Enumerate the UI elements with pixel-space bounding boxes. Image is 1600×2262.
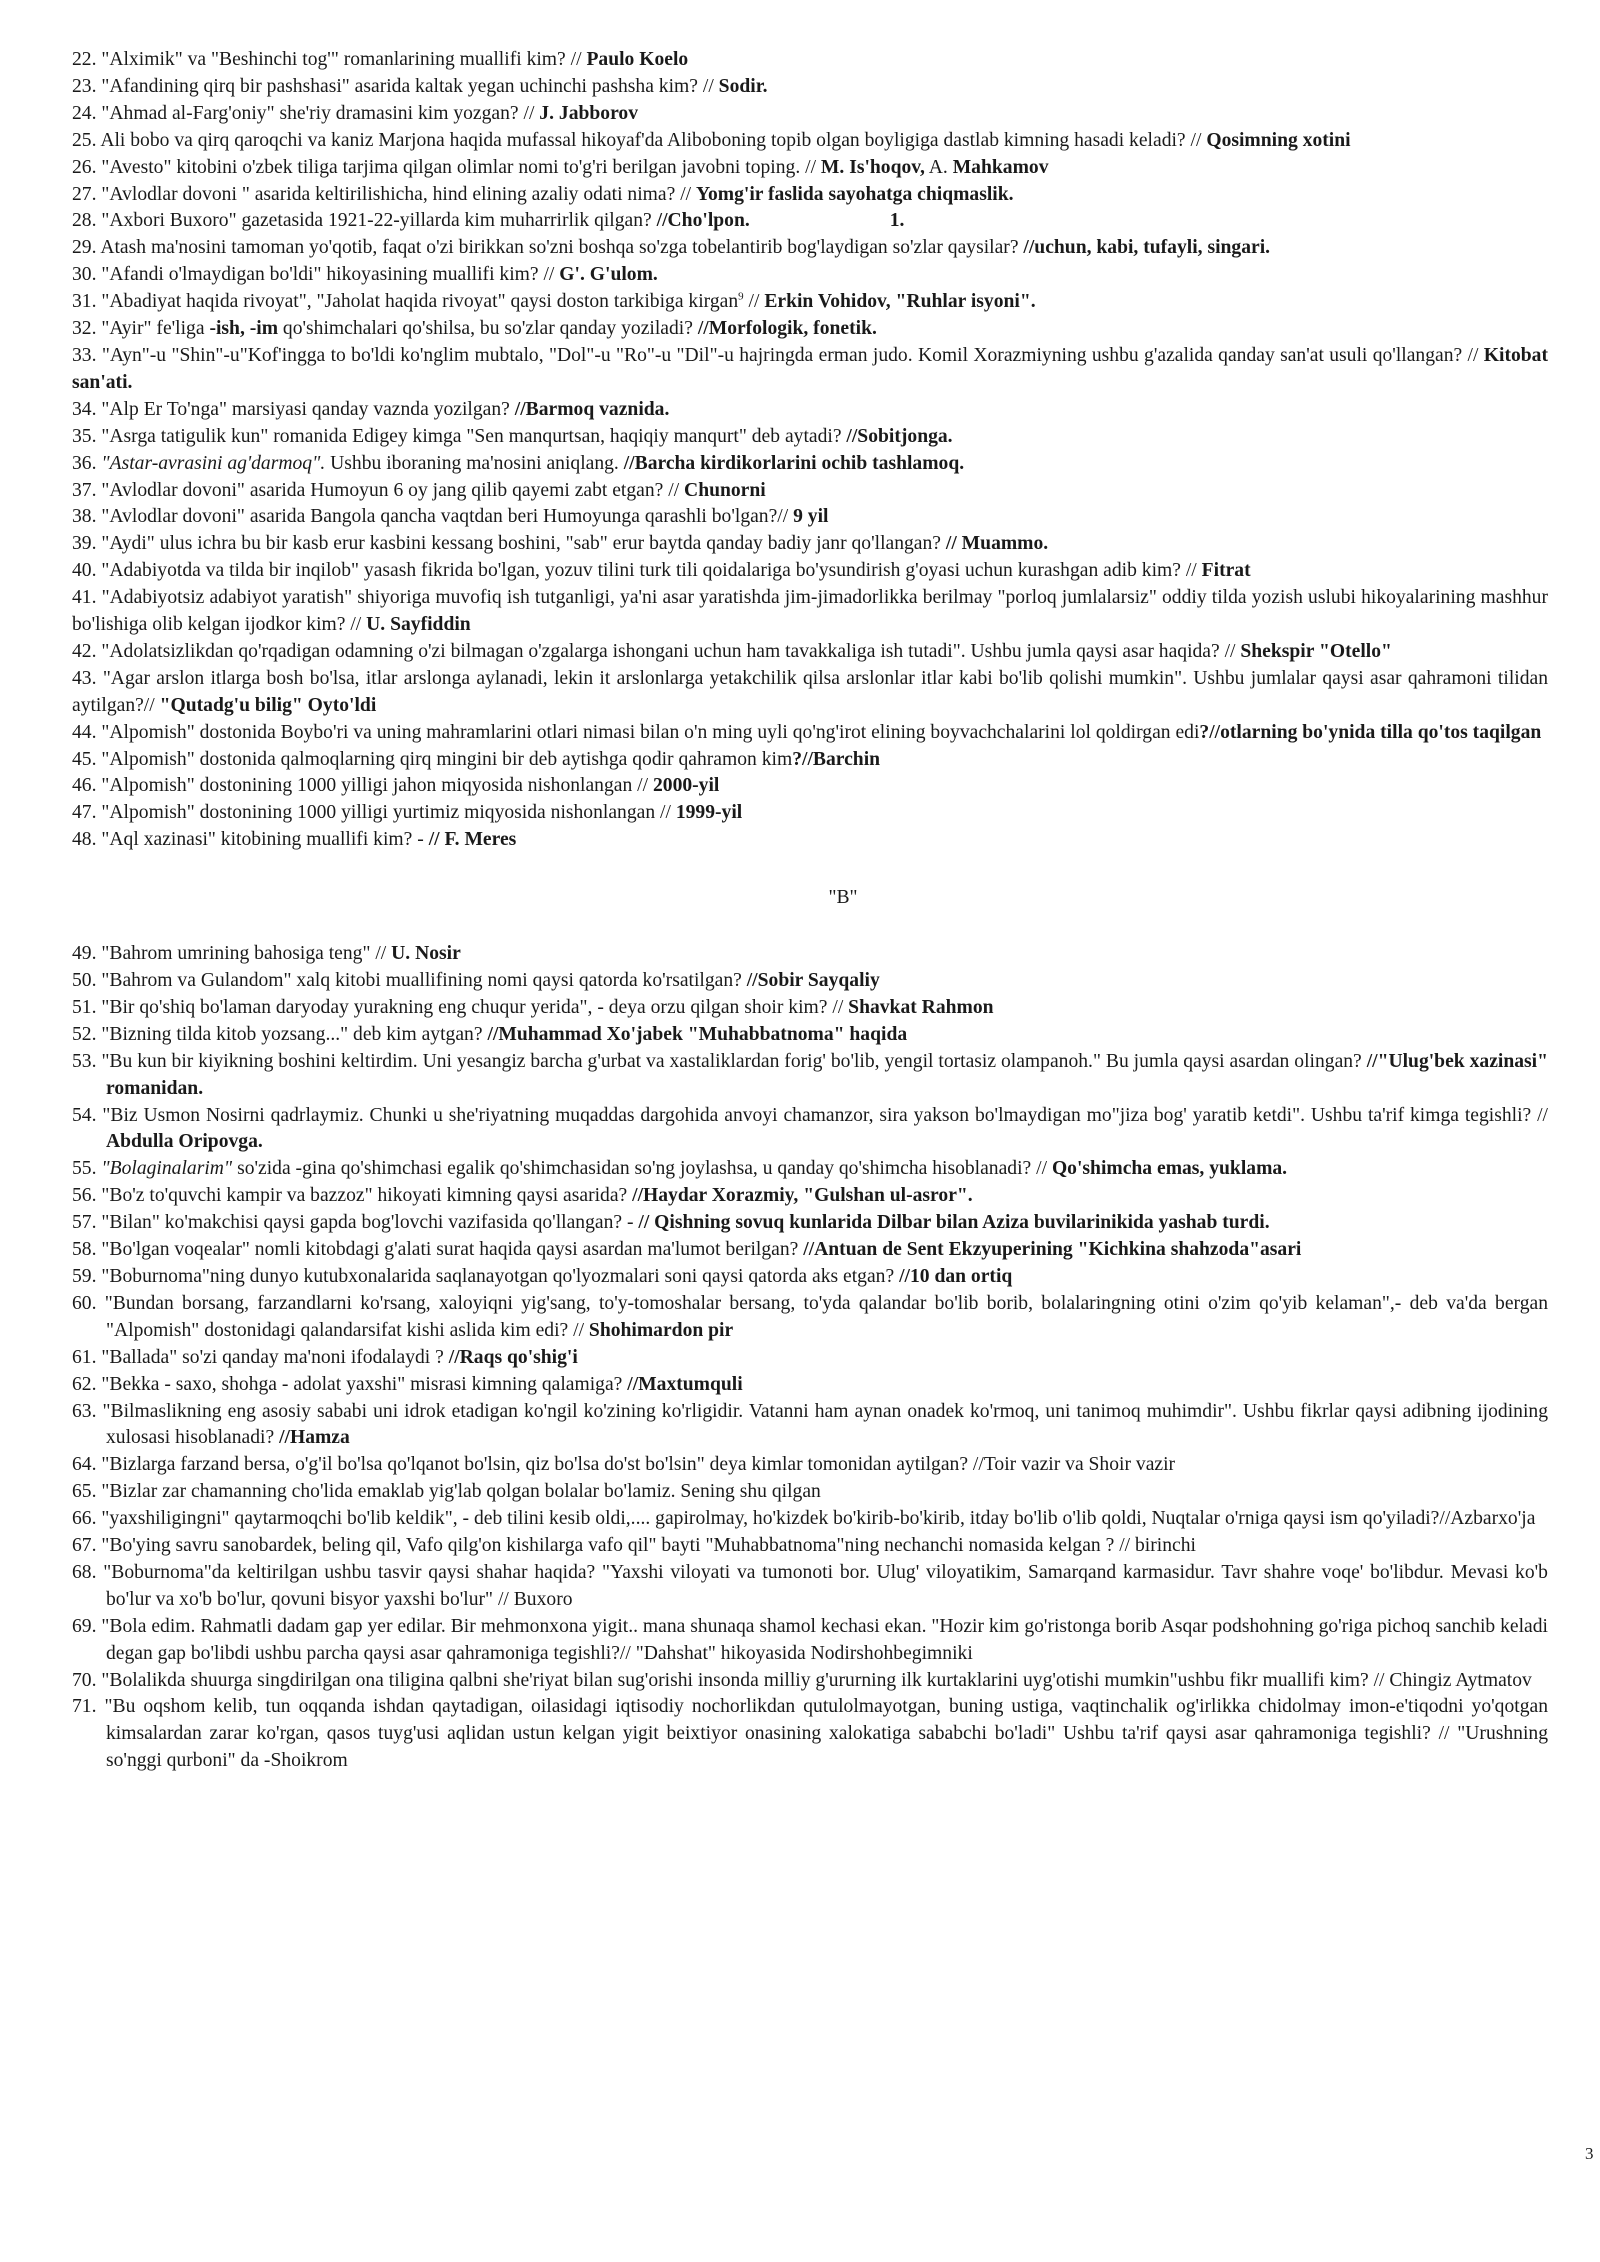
answer-text: //Morfologik, fonetik. (697, 318, 877, 340)
question-text: "Bilan" ko'makchisi qaysi gapda bog'lovchi vazifasida qo'llangan? - (101, 1212, 639, 1234)
question-text: "Bahrom va Gulandom" xalq kitobi muallifining nomi qaysi qatorda ko'rsatilgan? (101, 970, 747, 991)
question-text: "Boburnoma"ning dunyo kutubxonalarida saqlanayotgan qo'lyozmalari soni qaysi qatorda aks etgan? (101, 1265, 900, 1287)
question-text-cont: // (743, 291, 765, 313)
question-item (72, 558, 1548, 585)
answer-text: Paulo Koelo (586, 49, 689, 70)
answer-text: J. Jabborov (539, 102, 639, 124)
answer-inline: -ish, -im (209, 318, 279, 340)
question-text: so'zida -gina qo'shimchasi egalik qo'shimchasidan so'ng joylashsa, u qanday qo'shimcha hisoblanadi? // (232, 1158, 1052, 1180)
answer-text: // Qishning sovuq kunlarida Dilbar bilan Aziza buvilarinikida yashab turdi. (638, 1212, 1270, 1234)
question-number: 34. (72, 398, 97, 420)
question-number: 59. (72, 1265, 97, 1287)
answer-text: M. Is'hoqov, (820, 156, 925, 178)
question-item (72, 128, 1548, 155)
question-text: "Bola edim. Rahmatli dadam gap yer edilar. Bir mehmonxona yigit.. mana shunaqa shamol kechasi ekan. "Hozir kim go'ristonga borib Asqar podshohning go'riga pichoq sanchib keladi degan gap bo'libdi ushbu parcha qaysi asar qahramoniga tegishli?// "Dahshat" hikoyasida Nodirshohbegimniki (101, 1615, 1548, 1664)
question-item (72, 1506, 1548, 1533)
answer-text: //uchun, kabi, tufayli, singari. (1023, 237, 1271, 259)
question-text: "Bilmaslikning eng asosiy sababi uni idrok etadigan ko'ngil ko'zining ko'rligidir. Vatanni ham aynan onadek ko'rmoq, uni tanimoq muhimdir". Ushbu fikrlar qaysi adibning ijodining xulosasi hisoblanadi? (102, 1400, 1548, 1449)
question-number: 37. (72, 479, 97, 501)
question-number: 68. (72, 1561, 97, 1583)
question-text: "Bo'lgan voqealar" nomli kitobdagi g'alati surat haqida qaysi asardan ma'lumot berilgan? (101, 1239, 804, 1261)
question-item (72, 1049, 1548, 1103)
document-page (72, 47, 1548, 1775)
question-item (72, 531, 1548, 558)
footnote-marker: 9 (738, 290, 744, 303)
question-number: 25. (72, 129, 97, 151)
answer-text: // F. Meres (428, 829, 517, 851)
question-number: 50. (72, 970, 97, 991)
question-number: 30. (72, 264, 97, 286)
question-item (72, 1452, 1548, 1479)
question-item (72, 1372, 1548, 1399)
question-number: 70. (72, 1669, 97, 1691)
question-text: "Abadiyat haqida rivoyat", "Jaholat haqida rivoyat" qaysi doston tarkibiga kirgan (101, 291, 739, 313)
answer-text: Shekspir "Otello" (1240, 640, 1392, 662)
answer-text: G'. G'ulom. (559, 264, 658, 286)
question-number: 31. (72, 291, 97, 313)
question-italic-text: "Astar-avrasini ag'darmoq". (101, 452, 326, 474)
question-text: "Afandi o'lmaydigan bo'ldi" hikoyasining muallifi kim? // (101, 264, 560, 286)
question-text: "Bo'z to'quvchi kampir va bazzoz" hikoyati kimning qaysi asarida? (101, 1185, 633, 1207)
question-text: "Bir qo'shiq bo'laman daryoday yurakning eng chuqur yerida", - deya orzu qilgan shoir kim? // (101, 996, 849, 1018)
question-text: "Avlodlar dovoni" asarida Humoyun 6 oy jang qilib qayemi zabt etgan? // (101, 479, 685, 501)
question-text: "Afandining qirq bir pashshasi" asarida kaltak yegan uchinchi pashsha kim? // (101, 75, 719, 97)
question-item (72, 1614, 1548, 1668)
question-item (72, 155, 1548, 182)
question-item (72, 478, 1548, 505)
question-number: 69. (72, 1615, 97, 1637)
answer-text: Shavkat Rahmon (848, 996, 994, 1018)
question-item (72, 1694, 1548, 1775)
question-item (72, 1479, 1548, 1506)
answer-text: Chunorni (684, 479, 766, 501)
question-text: "Alpomish" dostonida Boybo'ri va uning mahramlarini otlari nimasi bilan o'n ming uyli qo'ng'irot elining boyvachchalarini lol qoldirgan edi (101, 721, 1200, 743)
question-number: 48. (72, 829, 97, 851)
question-number: 39. (72, 533, 97, 555)
question-text: "Bahrom umrining bahosiga teng" // (101, 943, 392, 965)
question-item (72, 1291, 1548, 1345)
question-text: "Alp Er To'nga" marsiyasi qanday vaznda yozilgan? (101, 398, 515, 420)
question-number: 32. (72, 318, 97, 340)
question-text: Ushbu iboraning ma'nosini aniqlang. (325, 452, 624, 474)
question-number: 49. (72, 943, 97, 965)
question-item (72, 1022, 1548, 1049)
question-item (72, 941, 1548, 968)
question-item (72, 1156, 1548, 1183)
answer-text: //Raqs qo'shig'i (448, 1346, 578, 1368)
question-item (72, 773, 1548, 800)
question-number: 63. (72, 1400, 97, 1422)
question-number: 26. (72, 156, 97, 178)
question-number: 33. (72, 344, 97, 366)
answer-text: //Barmoq vaznida. (514, 398, 670, 420)
answer-text: //Haydar Xorazmiy, "Gulshan ul-asror". (632, 1185, 973, 1207)
answer-text: //Sobir Sayqaliy (746, 970, 880, 991)
answer-text: "Qutadg'u bilig" Oyto'ldi (159, 694, 377, 716)
question-item (72, 666, 1548, 720)
question-item (72, 1183, 1548, 1210)
question-text: "Bolalikda shuurga singdirilgan ona tiligina qalbni she'riyat bilan sug'orishi insonda milliy g'ururning ilk kurtaklarini uyg'otishi mumkin"ushbu fikr muallifi kim? // Chingiz Aytmatov (101, 1669, 1532, 1691)
question-number: 64. (72, 1454, 97, 1476)
question-italic-text: "Bolaginalarim" (101, 1158, 233, 1180)
question-text: "Bo'ying savru sanobardek, beling qil, Vafo qilg'on kishilarga vafo qil" bayti "Muhabbatnoma"ning nechanchi nomasida kelgan ? // birinchi (101, 1535, 1196, 1557)
question-number: 55. (72, 1158, 97, 1180)
answer-text: Qo'shimcha emas, yuklama. (1051, 1158, 1288, 1180)
question-number: 52. (72, 1023, 97, 1045)
question-number: 41. (72, 587, 97, 609)
question-item (72, 424, 1548, 451)
question-number: 46. (72, 775, 97, 797)
question-number: 62. (72, 1373, 97, 1395)
question-text: "Avlodlar dovoni " asarida keltirilishicha, hind elining azaliy odati nima? // (101, 183, 696, 205)
answer-text: Qosimning xotini (1206, 129, 1351, 151)
question-text: "Avlodlar dovoni" asarida Bangola qancha vaqtdan beri Humoyunga qarashli bo'lgan?// (101, 506, 794, 528)
question-number: 27. (72, 183, 97, 205)
question-item (72, 397, 1548, 424)
question-text: "Aql xazinasi" kitobining muallifi kim? - (101, 829, 429, 851)
question-text: "Bekka - saxo, shohga - adolat yaxshi" misrasi kimning qalamiga? (101, 1373, 628, 1395)
question-item (72, 747, 1548, 774)
question-item (72, 208, 1548, 235)
question-number: 47. (72, 802, 97, 824)
answer-text: Abdulla Oripovga. (106, 1131, 263, 1153)
question-item (72, 1533, 1548, 1560)
question-text: "Agar arslon itlarga bosh bo'lsa, itlar arslonga aylanadi, lekin it arslonlarga yetakchilik qilsa arslonlar itlar kabi bo'lib qolishi mumkin". Ushbu jumlalar qaysi asar qahramoni tilidan aytilgan?// (72, 667, 1548, 716)
question-text: "Bundan borsang, farzandlarni ko'rsang, xaloyiqni yig'sang, to'y-tomoshalar bersang, to'yda qalandar bo'lib borib, bolalaringning otini o'zim qo'yib kelaman",- deb va'da bergan "Alpomish" dostonidagi qalandarsifat kishi aslida kim edi? // (104, 1292, 1548, 1341)
question-item (72, 289, 1548, 316)
answer-text-2: Mahkamov (952, 156, 1049, 178)
question-number: 24. (72, 102, 97, 124)
question-item (72, 74, 1548, 101)
question-list-b (72, 941, 1548, 1775)
question-text: Atash ma'nosini tamoman yo'qotib, faqat o'zi birikkan so'zni boshqa so'zga tobelantirib bog'laydigan so'zlar qaysilar? (100, 237, 1024, 259)
question-text: "Aydi" ulus ichra bu bir kasb erur kasbini kessang boshini, "sab" erur baytda qanday badiy janr qo'llangan? (101, 533, 946, 555)
answer-text: //Hamza (279, 1427, 350, 1449)
question-number: 29. (72, 237, 97, 259)
question-text: "Avesto" kitobini o'zbek tiliga tarjima qilgan olimlar nomi to'g'ri berilgan javobni toping. // (101, 156, 821, 178)
question-text: "Asrga tatigulik kun" romanida Edigey kimga "Sen manqurtsan, haqiqiy manqurt" deb aytadi? (101, 425, 847, 447)
question-item (72, 968, 1548, 995)
question-text-cont: qo'shimchalari qo'shilsa, bu so'zlar qanday yoziladi? (278, 318, 698, 340)
question-number: 36. (72, 452, 97, 474)
question-item (72, 1237, 1548, 1264)
question-number: 28. (72, 210, 97, 232)
question-text: "Boburnoma"da keltirilgan ushbu tasvir qaysi shahar haqida? "Yaxshi viloyati va tumonoti bor. Ulug' viloyatikim, Samarqand karmasidur. Tavr shahre voqe' bo'libdur. Mevasi ko'b bo'lur va xo'b bo'lur, qovuni bisyor yaxshi bo'lur" // Buxoro (103, 1561, 1548, 1610)
question-item (72, 800, 1548, 827)
answer-text: //10 dan ortiq (899, 1265, 1013, 1287)
question-item (72, 1210, 1548, 1237)
answer-text: ?//Barchin (792, 748, 881, 770)
question-text: "Alpomish" dostonida qalmoqlarning qirq mingini bir deb aytishga qodir qahramon kim (101, 748, 793, 770)
answer-tail: A. (924, 156, 953, 178)
answer-text: ?//otlarning bo'ynida tilla qo'tos taqilgan (1199, 721, 1542, 743)
question-text: "Bu oqshom kelib, tun oqqanda ishdan qaytadigan, oilasidagi iqtisodiy nochorlikdan qutulolmayotgan, buning ustiga, vaqtinchalik og'irlikka chidolmay imon-e'tiqodni yo'qotgan kimsalardan zarar ko'rgan, qasos tuyg'usi aqlidan ustun kelgan yigit beixtiyor onasining xalokatiga sababchi bo'ladi" Ushbu ta'rif qaysi asar qahramoniga tegishli? // "Urushning so'nggi qurboni" da -Shoikrom (104, 1696, 1548, 1772)
answer-text: // Muammo. (945, 533, 1049, 555)
answer-text: Kitobat san'ati. (72, 344, 1548, 393)
answer-text: //Antuan de Sent Ekzyuperining "Kichkina shahzoda"asari (803, 1239, 1302, 1261)
question-list-a (72, 47, 1548, 854)
question-item (72, 262, 1548, 289)
answer-text: //"Ulug'bek xazinasi" romanidan. (106, 1050, 1548, 1099)
question-text: "Adabiyotda va tilda bir inqilob" yasash fikrida bo'lgan, yozuv tilini turk tili qoidalariga bo'ysundirish g'oyasi uchun kurashgan adib kim? // (101, 560, 1202, 582)
question-text: "yaxshiligingni" qaytarmoqchi bo'lib keldik", - deb tilini kesib oldi,.... gapirolmay, ho'kizdek bo'kirib-bo'kirib, itday bo'lib o'lib qoldi, Nuqtalar o'rniga qaysi ism qo'yiladi?//Azbarxo'ja (101, 1508, 1536, 1530)
question-text: "Axbori Buxoro" gazetasida 1921-22-yillarda kim muharrirlik qilgan? (101, 210, 657, 232)
answer-text: U. Nosir (391, 943, 461, 965)
question-number: 54. (72, 1104, 97, 1126)
question-number: 40. (72, 560, 97, 582)
question-text: "Bizlar zar chamanning cho'lida emaklab yig'lab qolgan bolalar bo'lamiz. Sening shu qilgan (101, 1481, 821, 1503)
question-number: 65. (72, 1481, 97, 1503)
question-item (72, 1345, 1548, 1372)
question-item (72, 343, 1548, 397)
section-heading: "B" (828, 887, 858, 909)
question-item (72, 585, 1548, 639)
question-number: 56. (72, 1185, 97, 1207)
question-number: 71. (72, 1696, 97, 1718)
answer-text: Sodir. (718, 75, 768, 97)
question-number: 61. (72, 1346, 97, 1368)
question-item (72, 1264, 1548, 1291)
answer-text: 9 yil (793, 506, 829, 528)
question-number: 60. (72, 1292, 97, 1314)
question-number: 53. (72, 1050, 97, 1072)
question-number: 43. (72, 667, 97, 689)
question-text: "Ahmad al-Farg'oniy" she'riy dramasini kim yozgan? // (101, 102, 540, 124)
question-item (72, 504, 1548, 531)
question-item (72, 451, 1548, 478)
question-text: "Alximik" va "Beshinchi tog'" romanlarining muallifi kim? // (101, 49, 587, 70)
page-number: 3 (1585, 2144, 1594, 2163)
question-item (72, 639, 1548, 666)
question-text: Ali bobo va qirq qaroqchi va kaniz Marjona haqida mufassal hikoyaf'da Aliboboning topib olgan boyligiga dastlab kimning hasadi keladi? // (100, 129, 1207, 151)
inline-marker: 1. (889, 210, 905, 232)
question-item (72, 1399, 1548, 1453)
question-number: 35. (72, 425, 97, 447)
question-item (72, 235, 1548, 262)
answer-text: //Sobitjonga. (846, 425, 953, 447)
question-text: "Bu kun bir kiyikning boshini keltirdim. Uni yesangiz barcha g'urbat va xastaliklardan forig' bo'lib, yengil tortasiz olampanoh." Bu jumla qaysi asardan olingan? (101, 1050, 1367, 1072)
question-text: "Adolatsizlikdan qo'rqadigan odamning o'zi bilmagan o'zgalarga ishongani uchun ham tavakkaliga ish tutadi". Ushbu jumla qaysi asar haqida? // (101, 640, 1241, 662)
answer-text: 2000-yil (652, 775, 720, 797)
question-number: 67. (72, 1535, 97, 1557)
answer-text: U. Sayfiddin (366, 614, 471, 636)
question-number: 66. (72, 1508, 97, 1530)
question-item (72, 1103, 1548, 1157)
answer-text: Erkin Vohidov, "Ruhlar isyoni". (764, 291, 1036, 313)
question-text: "Ayir" fe'liga (101, 318, 210, 340)
question-number: 58. (72, 1239, 97, 1261)
question-text: "Bizlarga farzand bersa, o'g'il bo'lsa qo'lqanot bo'lsin, qiz bo'lsa do'st bo'lsin" deya kimlar tomonidan aytilgan? //Toir vazir va Shoir vazir (101, 1454, 1176, 1476)
question-number: 23. (72, 75, 97, 97)
question-item (72, 1560, 1548, 1614)
question-text: "Ayn"-u "Shin"-u"Kof'ingga to bo'ldi ko'nglim mubtalo, "Dol"-u "Ro"-u "Dil"-u hajringda erman judo. Komil Xorazmiyning ushbu g'azalida qanday san'at usuli qo'llangan? // (101, 344, 1484, 366)
question-number: 57. (72, 1212, 97, 1234)
answer-text: Yomg'ir faslida sayohatga chiqmaslik. (696, 183, 1014, 205)
answer-text: //Barcha kirdikorlarini ochib tashlamoq. (623, 452, 965, 474)
question-item (72, 316, 1548, 343)
answer-text: //Cho'lpon. (656, 210, 750, 232)
question-number: 38. (72, 506, 97, 528)
question-number: 51. (72, 996, 97, 1018)
answer-text: Fitrat (1201, 560, 1251, 582)
question-text: "Biz Usmon Nosirni qadrlaymiz. Chunki u she'riyatning muqaddas dargohida anvoyi chamanzor, sira yakson bo'lmaydigan mo"jiza bog' yaratib ketdi". Ushbu ta'rif kimga tegishli? // (102, 1104, 1549, 1126)
question-text: "Alpomish" dostonining 1000 yilligi jahon miqyosida nishonlangan // (101, 775, 653, 797)
answer-text: //Muhammad Xo'jabek "Muhabbatnoma" haqida (487, 1023, 908, 1045)
question-number: 45. (72, 748, 97, 770)
question-item (72, 182, 1548, 209)
question-item (72, 47, 1548, 74)
question-item (72, 995, 1548, 1022)
question-text: "Ballada" so'zi qanday ma'noni ifodalaydi ? (101, 1346, 449, 1368)
question-item (72, 1668, 1548, 1695)
answer-text: //Maxtumquli (627, 1373, 743, 1395)
question-number: 22. (72, 49, 97, 70)
question-text: "Adabiyotsiz adabiyot yaratish" shiyoriga muvofiq ish tutganligi, ya'ni asar yaratishda jim-jimadorlikka berilmay "porloq jumlalarsiz" oddiy tilda yozish uslubi hikoyalarining mashhur bo'lishiga olib kelgan ijodkor kim? // (72, 587, 1548, 636)
answer-text: Shohimardon pir (588, 1319, 734, 1341)
question-item (72, 827, 1548, 854)
question-number: 44. (72, 721, 97, 743)
question-item (72, 101, 1548, 128)
question-item (72, 720, 1548, 747)
question-text: "Alpomish" dostonining 1000 yilligi yurtimiz miqyosida nishonlangan // (101, 802, 676, 824)
answer-text: 1999-yil (675, 802, 743, 824)
question-text: "Bizning tilda kitob yozsang..." deb kim aytgan? (101, 1023, 488, 1045)
question-number: 42. (72, 640, 97, 662)
